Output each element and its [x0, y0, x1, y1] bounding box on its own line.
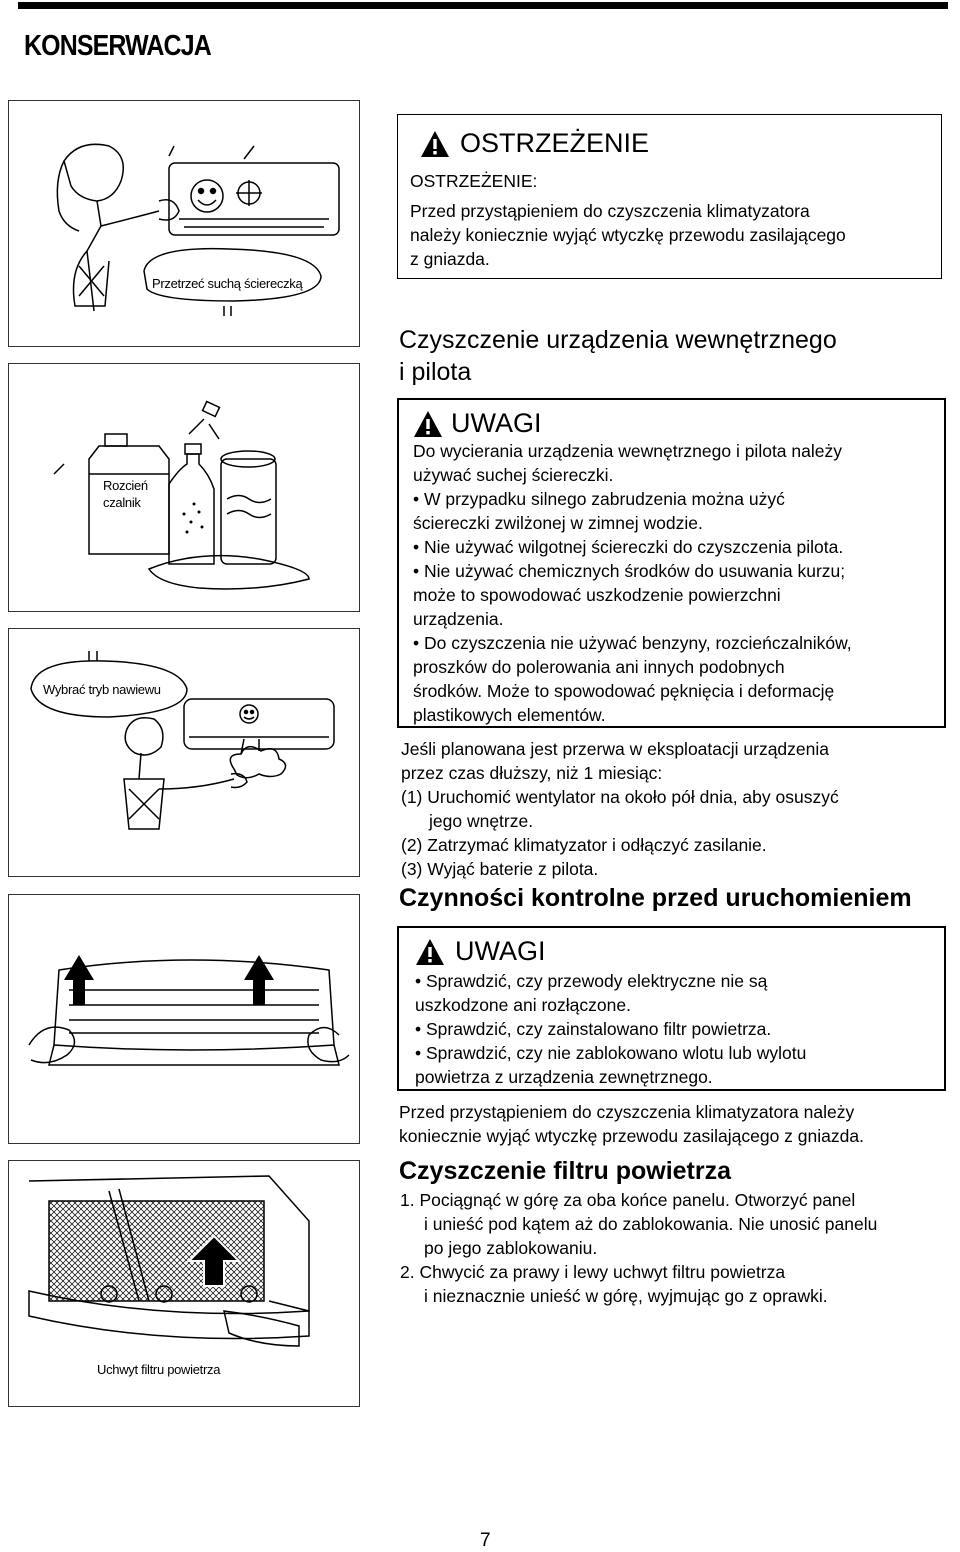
long-break-block: [401, 737, 839, 881]
checks-caution-line: uszkodzone ani rozłączone.: [415, 995, 631, 1015]
section-filter-title: Czyszczenie filtru powietrza: [399, 1157, 732, 1185]
solvent-caption-2: czalnik: [103, 495, 141, 510]
page-number: 7: [480, 1530, 491, 1551]
indoor-caution-box: [397, 398, 946, 728]
warning-label: OSTRZEŻENIE:: [410, 171, 538, 191]
long-break-line: Jeśli planowana jest przerwa w eksploatacji urządzenia: [401, 739, 829, 759]
checks-caution-line: • Sprawdzić, czy zainstalowano filtr powietrza.: [415, 1019, 772, 1039]
section-indoor-title-line1: Czyszczenie urządzenia wewnętrznego: [399, 326, 837, 354]
unplug-note-line: Przed przystąpieniem do czyszczenia klimatyzatora należy: [399, 1102, 855, 1122]
filter-caption: Uchwyt filtru powietrza: [97, 1362, 221, 1377]
unplug-note-line: koniecznie wyjąć wtyczkę przewodu zasilającego z gniazda.: [399, 1126, 864, 1146]
illustration-solvents: [8, 363, 360, 612]
checks-caution-line: • Sprawdzić, czy nie zablokowano wlotu lub wylotu: [415, 1043, 807, 1063]
page-title: KONSERWACJA: [24, 30, 211, 62]
indoor-caution-heading: UWAGI: [451, 408, 542, 438]
caution-icon: [413, 410, 443, 438]
solvents-drawing: [9, 364, 359, 611]
indoor-caution-line: • Nie używać wilgotnej ściereczki do czyszczenia pilota.: [413, 537, 844, 557]
warning-heading: OSTRZEŻENIE: [460, 128, 650, 158]
indoor-caution-heading-row: [413, 408, 934, 439]
warning-box: [397, 114, 942, 279]
illustration-wipe-unit: [8, 100, 360, 347]
indoor-caution-line: • Nie używać chemicznych środków do usuwania kurzu;: [413, 561, 846, 581]
indoor-caution-line: środków. Może to spowodować pęknięcia i deformację: [413, 681, 835, 701]
long-break-line: przez czas dłuższy, niż 1 miesiąc:: [401, 763, 663, 783]
checks-caution-heading-row: [415, 936, 934, 967]
checks-caution-box: [397, 926, 946, 1091]
fan-caption: Wybrać tryb nawiewu: [43, 682, 161, 697]
warning-icon: [420, 130, 450, 158]
checks-caution-line: powietrza z urządzenia zewnętrznego.: [415, 1067, 713, 1087]
top-rule: [18, 2, 948, 9]
indoor-caution-line: może to spowodować uszkodzenie powierzchni: [413, 585, 781, 605]
long-break-line: (2) Zatrzymać klimatyzator i odłączyć zasilanie.: [401, 835, 767, 855]
warning-heading-row: [410, 128, 931, 159]
indoor-caution-line: Do wycierania urządzenia wewnętrznego i pilota należy: [413, 441, 842, 461]
solvent-caption-1: Rozcień: [103, 478, 148, 493]
filter-step-line: i nieznacznie unieść w górę, wyjmując go z oprawki.: [424, 1286, 828, 1306]
caution-icon: [415, 938, 445, 966]
section-indoor-title-line2: i pilota: [399, 358, 472, 386]
unplug-note: [399, 1100, 864, 1148]
long-break-line: jego wnętrze.: [429, 811, 534, 831]
indoor-caution-line: proszków do polerowania ani innych podobnych: [413, 657, 785, 677]
indoor-caution-line: urządzenia.: [413, 609, 504, 629]
fan-mode-drawing: [9, 629, 359, 876]
warning-line: należy koniecznie wyjąć wtyczkę przewodu zasilającego: [410, 225, 846, 245]
wipe-unit-drawing: [9, 101, 359, 346]
illustration-lift-panel: [8, 894, 360, 1144]
section-checks-title: Czynności kontrolne przed uruchomieniem: [399, 884, 912, 912]
indoor-caution-line: • W przypadku silnego zabrudzenia można użyć: [413, 489, 785, 509]
indoor-caution-line: plastikowych elementów.: [413, 705, 606, 725]
long-break-line: (1) Uruchomić wentylator na około pół dnia, aby osuszyć: [401, 787, 839, 807]
checks-caution-line: • Sprawdzić, czy przewody elektryczne nie są: [415, 971, 768, 991]
indoor-caution-line: używać suchej ściereczki.: [413, 465, 614, 485]
filter-steps: [400, 1188, 877, 1308]
filter-step-line: 2. Chwycić za prawy i lewy uchwyt filtru powietrza: [400, 1262, 786, 1282]
warning-line: z gniazda.: [410, 249, 490, 269]
lift-panel-drawing: [9, 895, 359, 1143]
long-break-line: (3) Wyjąć baterie z pilota.: [401, 859, 599, 879]
illustration-fan-mode: [8, 628, 360, 877]
indoor-caution-line: ściereczki zwilżonej w zimnej wodzie.: [413, 513, 703, 533]
filter-step-line: po jego zablokowaniu.: [424, 1238, 598, 1258]
warning-line: Przed przystąpieniem do czyszczenia klimatyzatora: [410, 201, 810, 221]
filter-step-line: i unieść pod kątem aż do zablokowania. Nie unosić panelu: [424, 1214, 878, 1234]
wipe-caption: Przetrzeć suchą ściereczką: [152, 276, 303, 291]
indoor-caution-line: • Do czyszczenia nie używać benzyny, rozcieńczalników,: [413, 633, 852, 653]
illustration-filter-handle: [8, 1160, 360, 1407]
checks-caution-heading: UWAGI: [455, 936, 546, 966]
filter-step-line: 1. Pociągnąć w górę za oba końce panelu. Otworzyć panel: [400, 1190, 856, 1210]
